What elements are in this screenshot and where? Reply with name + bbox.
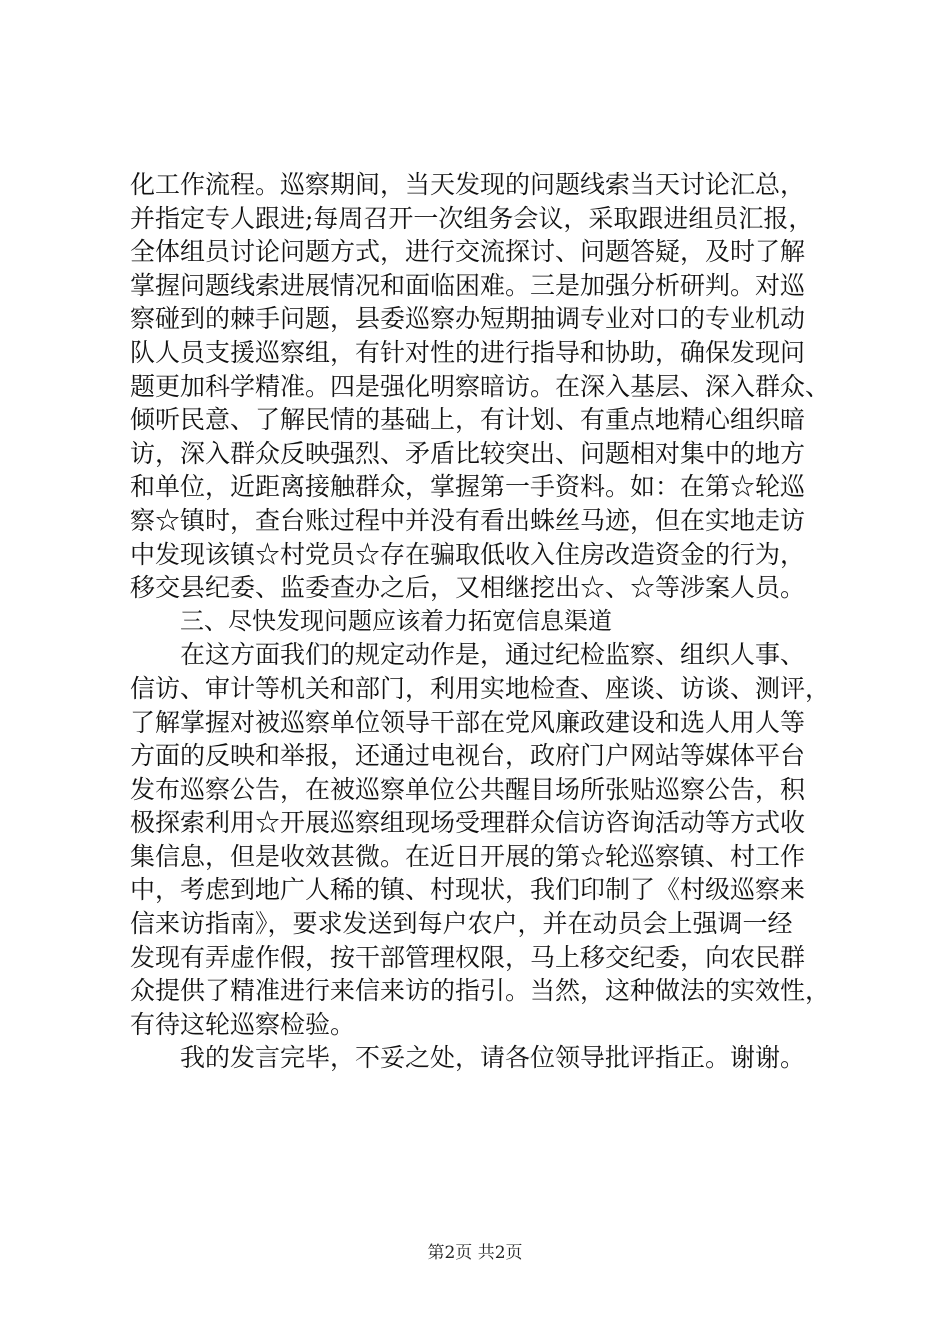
- paragraph-line: 队人员支援巡察组，有针对性的进行指导和协助，确保发现问: [130, 337, 806, 367]
- paragraph-line: 掌握问题线索进展情况和面临困难。三是加强分析研判。对巡: [130, 270, 806, 300]
- paragraph-line: 在这方面我们的规定动作是，通过纪检监察、组织人事、: [180, 640, 806, 670]
- paragraph-line: 移交县纪委、监委查办之后，又相继挖出☆、☆等涉案人员。: [130, 573, 806, 603]
- closing-line: 我的发言完毕，不妥之处，请各位领导批评指正。谢谢。: [180, 1043, 806, 1073]
- paragraph-line: 访，深入群众反映强烈、矛盾比较突出、问题相对集中的地方: [130, 438, 806, 468]
- paragraph-line: 极探索利用☆开展巡察组现场受理群众信访咨询活动等方式收: [130, 808, 806, 838]
- paragraph-line: 全体组员讨论问题方式，进行交流探讨、问题答疑，及时了解: [130, 237, 806, 267]
- paragraph-line: 化工作流程。巡察期间，当天发现的问题线索当天讨论汇总，: [130, 170, 806, 199]
- paragraph-line: 并指定专人跟进;每周召开一次组务会议，采取跟进组员汇报，: [130, 203, 814, 233]
- paragraph-line: 题更加科学精准。四是强化明察暗访。在深入基层、深入群众、: [130, 371, 831, 401]
- paragraph-line: 发布巡察公告，在被巡察单位公共醒目场所张贴巡察公告，积: [130, 774, 806, 804]
- paragraph-line: 众提供了精准进行来信来访的指引。当然，这种做法的实效性，: [130, 976, 831, 1006]
- paragraph-line: 倾听民意、了解民情的基础上，有计划、有重点地精心组织暗: [130, 405, 806, 435]
- paragraph-line: 中发现该镇☆村党员☆存在骗取低收入住房改造资金的行为，: [130, 539, 806, 569]
- paragraph-line: 方面的反映和举报，还通过电视台，政府门户网站等媒体平台: [130, 741, 806, 771]
- paragraph-line: 了解掌握对被巡察单位领导干部在党风廉政建设和选人用人等: [130, 707, 806, 737]
- paragraph-line: 察碰到的棘手问题，县委巡察办短期抽调专业对口的专业机动: [130, 304, 806, 334]
- paragraph-line: 集信息，但是收效甚微。在近日开展的第☆轮巡察镇、村工作: [130, 841, 806, 871]
- paragraph-line: 中，考虑到地广人稀的镇、村现状，我们印制了《村级巡察来: [130, 875, 806, 905]
- paragraph-line: 发现有弄虚作假，按干部管理权限，马上移交纪委，向农民群: [130, 942, 806, 972]
- paragraph-line: 察☆镇时，查台账过程中并没有看出蛛丝马迹，但在实地走访: [130, 505, 806, 535]
- page-number-footer: 第2页 共2页: [427, 1243, 523, 1263]
- document-body: [130, 168, 830, 1075]
- paragraph-line: 和单位，近距离接触群众，掌握第一手资料。如：在第☆轮巡: [130, 472, 806, 502]
- paragraph-line: 信访、审计等机关和部门，利用实地检查、座谈、访谈、测评，: [130, 673, 831, 703]
- paragraph-line: 有待这轮巡察检验。: [130, 1009, 356, 1039]
- paragraph-line: 信来访指南》，要求发送到每户农户，并在动员会上强调一经: [130, 909, 793, 939]
- section-heading: 三、尽快发现问题应该着力拓宽信息渠道: [180, 606, 612, 635]
